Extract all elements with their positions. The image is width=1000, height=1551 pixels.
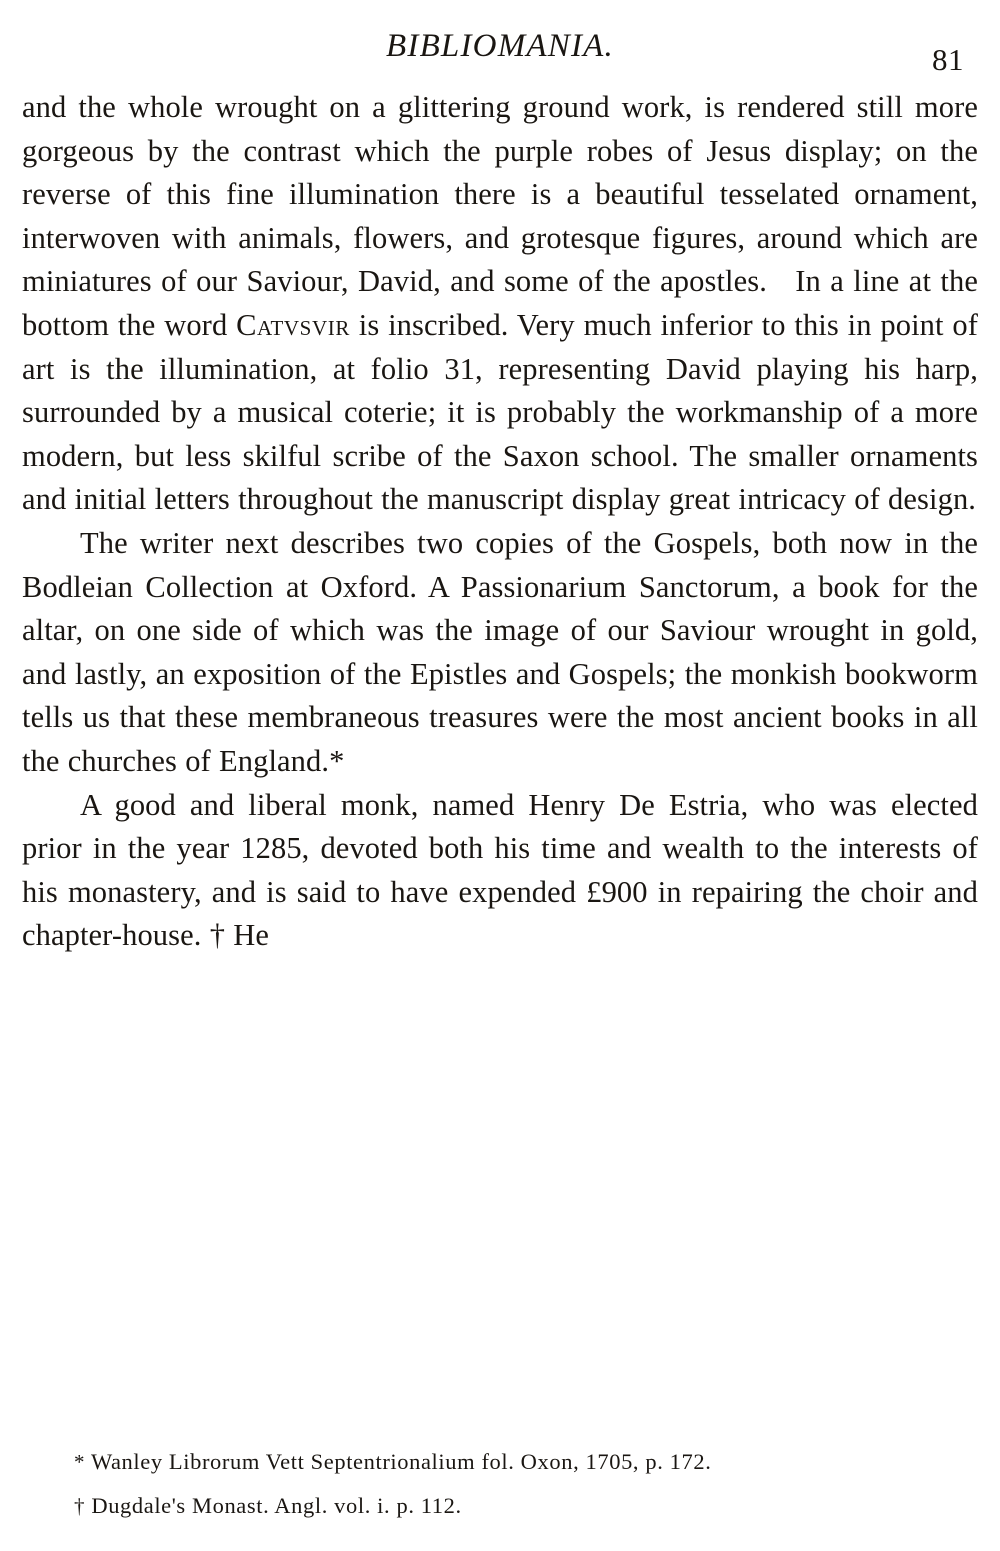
paragraph-1b-pre: In a line at the bottom the word (22, 264, 978, 342)
page-title: BIBLIOMANIA. (386, 28, 614, 64)
footnote-1-marker: * (74, 1450, 86, 1474)
word-catvsvir: Catvsvir (236, 307, 350, 342)
paragraph-continuation (22, 86, 978, 522)
page-number: 81 (932, 42, 964, 77)
footnote-1 (22, 1445, 978, 1479)
paragraph-3: A good and liberal monk, named Henry De Estria, who was elected prior in the year 1285, devoted both his time and wealth to the interests of his monastery, and is said to have expended £900 in repairing the choir and chapter-house. † He (22, 787, 978, 953)
paragraph-2: The writer next describes two copies of the Gospels, both now in the Bodleian Collection at Oxford. A Passionarium Sanctorum, a book for the altar, on one side of which was the image of our Saviour wrought in gold, and lastly, an exposition of the Epistles and Gospels; the monkish bookworm tells us that these membraneous treasures were the most ancient books in all the churches of England.* (22, 525, 978, 778)
body-text (22, 86, 978, 958)
paragraph-1-text: and the whole wrought on a glittering ground work, is rendered still more gorgeous by the contrast which the purple robes of Jesus display; on the reverse of this fine illumination there is a beautiful tesselated ornament, interwoven with animals, flowers, and grotesque figures, around which are miniatures of our Saviour, David, and some of the apostles. (22, 90, 978, 299)
footnote-2-text: Dugdale's Monast. Angl. vol. i. p. 112. (91, 1493, 462, 1518)
footnote-2 (22, 1489, 978, 1523)
footnote-1-text: Wanley Librorum Vett Septentrionalium fol. Oxon, 1705, p. 172. (90, 1449, 712, 1474)
paragraph-1b-post: is inscribed. Very much inferior to this in point of art is the illumination, at folio 31, representing David playing his harp, surrounded by a musical coterie; it is probably the workmanship of a more modern, but less skilful scribe of the Saxon school. The smaller ornaments and initial letters throughout the manuscript display great intricacy of design. (22, 307, 978, 517)
footnotes (22, 1445, 978, 1523)
footnote-2-marker: † (74, 1494, 86, 1518)
running-head (22, 28, 978, 80)
